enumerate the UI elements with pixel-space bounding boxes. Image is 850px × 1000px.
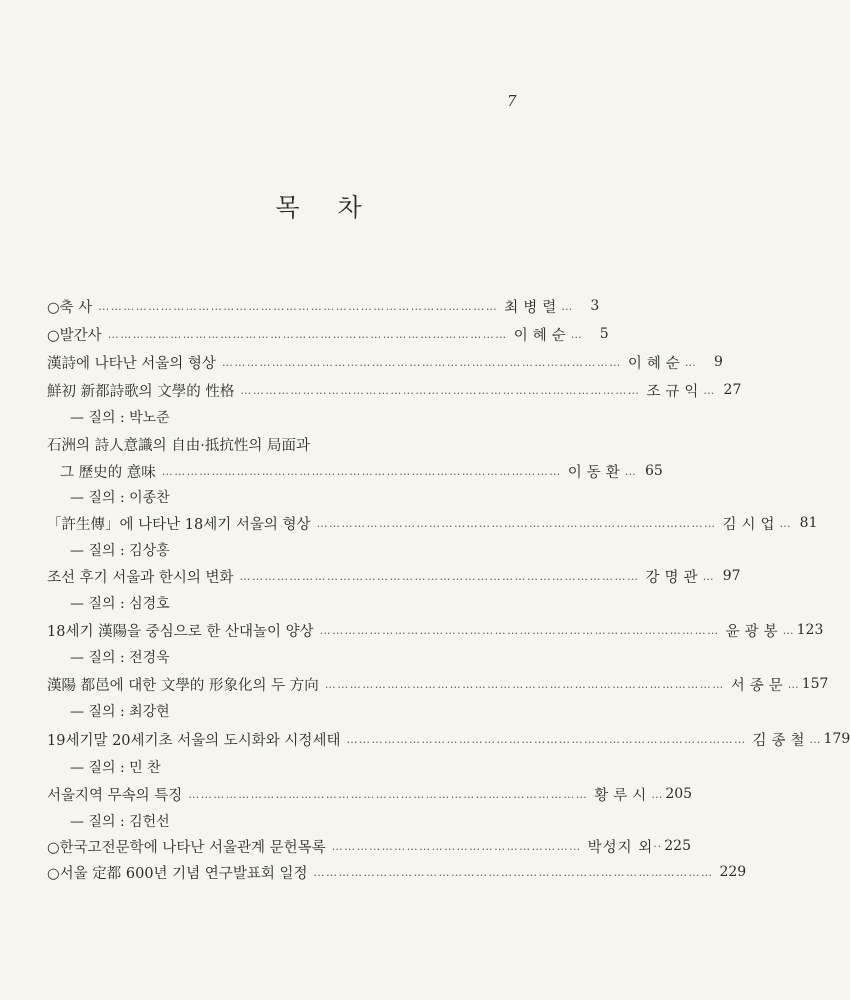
leader-dots: ……………………………………………………………………………………: [324, 677, 725, 691]
entry-page: 229: [719, 864, 747, 880]
leader-dots: ……………………………………………………………………………………: [107, 327, 508, 341]
entry-page: 97: [722, 568, 741, 584]
toc-entry: [47, 860, 747, 884]
entry-title: ○서울 定都 600년 기념 연구발표회 일정: [47, 865, 308, 882]
entry-title: 19세기말 20세기초 서울의 도시화와 시정세태: [47, 732, 341, 749]
entry-title: 서울지역 무속의 특징: [47, 787, 183, 804]
leader-dots: ……………………………………………………………………………………: [316, 516, 717, 530]
entry-title: 「許生傳」에 나타난 18세기 서울의 형상: [47, 516, 311, 533]
leader-dots: ……………………………………………………………………………………: [161, 464, 562, 478]
title-char-2: 차: [337, 193, 364, 222]
leader-dots: ……………………………………………………………………………………: [240, 383, 641, 397]
leader-dots: ……………………………………………………………………………………: [319, 623, 720, 637]
leader-dots: ……………………………………………………………………………………: [188, 787, 589, 801]
leader-dots: ……………………………………………………: [331, 839, 582, 853]
toc-entry: 18세기 漢陽을 중심으로 한 산대놀이 양상 …………………………………………………………………………………… 윤광봉 … 123: [47, 618, 539, 642]
entry-page: 3: [590, 298, 600, 314]
entry-title: 그 歷史的 意味: [60, 464, 156, 481]
entry-page: 5: [599, 326, 609, 342]
entry-title: ○한국고전문학에 나타난 서울관계 문헌목록: [47, 839, 326, 856]
entry-page: 27: [723, 382, 742, 398]
toc-entry: ○발간사 …………………………………………………………………………………… 이혜순 … 5: [47, 322, 539, 346]
toc-entry: 서울지역 무속의 특징 …………………………………………………………………………………… 황루시 … 205: [47, 782, 539, 806]
toc-entry: 그 歷史的 意味 …………………………………………………………………………………… 이동환 … 65: [60, 459, 539, 483]
discussant-line: — 질의 : 전경욱: [70, 650, 170, 666]
entry-page: 65: [644, 463, 663, 479]
toc-entry: ○한국고전문학에 나타난 서울관계 문헌목록 …………………………………………………… 박성지 외 ·· 225: [47, 834, 539, 858]
discussant-line: — 질의 : 김헌선: [70, 814, 170, 830]
entry-author: 이혜순: [513, 327, 571, 344]
entry-page: 157: [801, 676, 829, 692]
toc-entry: 19세기말 20세기초 서울의 도시화와 시정세태 …………………………………………………………………………………… 김종철 … 179: [47, 727, 539, 751]
entry-title: ○축 사: [47, 299, 93, 316]
entry-title: 18세기 漢陽을 중심으로 한 산대놀이 양상: [47, 623, 314, 640]
entry-title: 漢陽 都邑에 대한 文學的 形象化의 두 方向: [47, 677, 319, 694]
entry-page: 205: [665, 786, 693, 802]
leader-dots: ……………………………………………………………………………………: [346, 732, 747, 746]
discussant-line: — 질의 : 김상홍: [70, 543, 170, 559]
entry-title: ○발간사: [47, 327, 102, 344]
entry-page: 123: [796, 622, 824, 638]
page-number: 7: [507, 92, 517, 110]
entry-title: 漢詩에 나타난 서울의 형상: [47, 355, 216, 372]
entry-author: 김종철: [752, 732, 810, 749]
entry-page: 179: [823, 731, 850, 747]
entry-title: 石洲의 詩人意識의 自由·抵抗性의 局面과: [47, 437, 310, 454]
discussant-line: — 질의 : 이종찬: [70, 490, 170, 506]
entry-author: 윤광봉: [725, 623, 783, 640]
leader-dots: ……………………………………………………………………………………: [313, 865, 714, 879]
entry-author: 이혜순: [627, 355, 685, 372]
entry-author: 서종문: [730, 677, 788, 694]
toc-entry: 漢陽 都邑에 대한 文學的 形象化의 두 方向 …………………………………………………………………………………… 서종문 … 157: [47, 672, 539, 696]
toc-entry: 漢詩에 나타난 서울의 형상 …………………………………………………………………………………… 이혜순 … 9: [47, 350, 539, 374]
toc-entry: ○축 사 …………………………………………………………………………………… 최병렬 … 3: [47, 294, 539, 318]
entry-page: 9: [714, 354, 723, 370]
entry-author: 김시업: [722, 516, 780, 533]
toc-entry: 「許生傳」에 나타난 18세기 서울의 형상 …………………………………………………………………………………… 김시업 … 81: [47, 511, 539, 535]
entry-author: 조규익: [646, 383, 704, 400]
discussant-line: — 질의 : 최강현: [70, 704, 170, 720]
toc-entry-line1: [47, 432, 539, 456]
entry-page: 81: [799, 515, 818, 531]
entry-author: 최병렬: [504, 299, 562, 316]
entry-title: 조선 후기 서울과 한시의 변화: [47, 569, 234, 586]
entry-author: 이동환: [567, 464, 625, 481]
entry-author: 황루시: [594, 787, 652, 804]
entry-page: 225: [664, 838, 691, 854]
discussant-line: — 질의 : 박노준: [70, 410, 170, 426]
title-char-1: 목: [275, 193, 302, 222]
entry-title: 鮮初 新都詩歌의 文學的 性格: [47, 383, 235, 400]
discussant-line: — 질의 : 민 찬: [70, 760, 161, 776]
toc-entry: 조선 후기 서울과 한시의 변화 …………………………………………………………………………………… 강명관 … 97: [47, 564, 539, 588]
discussant-line: — 질의 : 심경호: [70, 596, 170, 612]
entry-author: 박성지 외: [587, 839, 654, 856]
leader-dots: ……………………………………………………………………………………: [221, 355, 622, 369]
toc-entry: 鮮初 新都詩歌의 文學的 性格 …………………………………………………………………………………… 조규익 … 27: [47, 378, 539, 402]
leader-dots: ……………………………………………………………………………………: [239, 569, 640, 583]
entry-author: 강명관: [645, 569, 703, 586]
leader-dots: ……………………………………………………………………………………: [98, 299, 499, 313]
